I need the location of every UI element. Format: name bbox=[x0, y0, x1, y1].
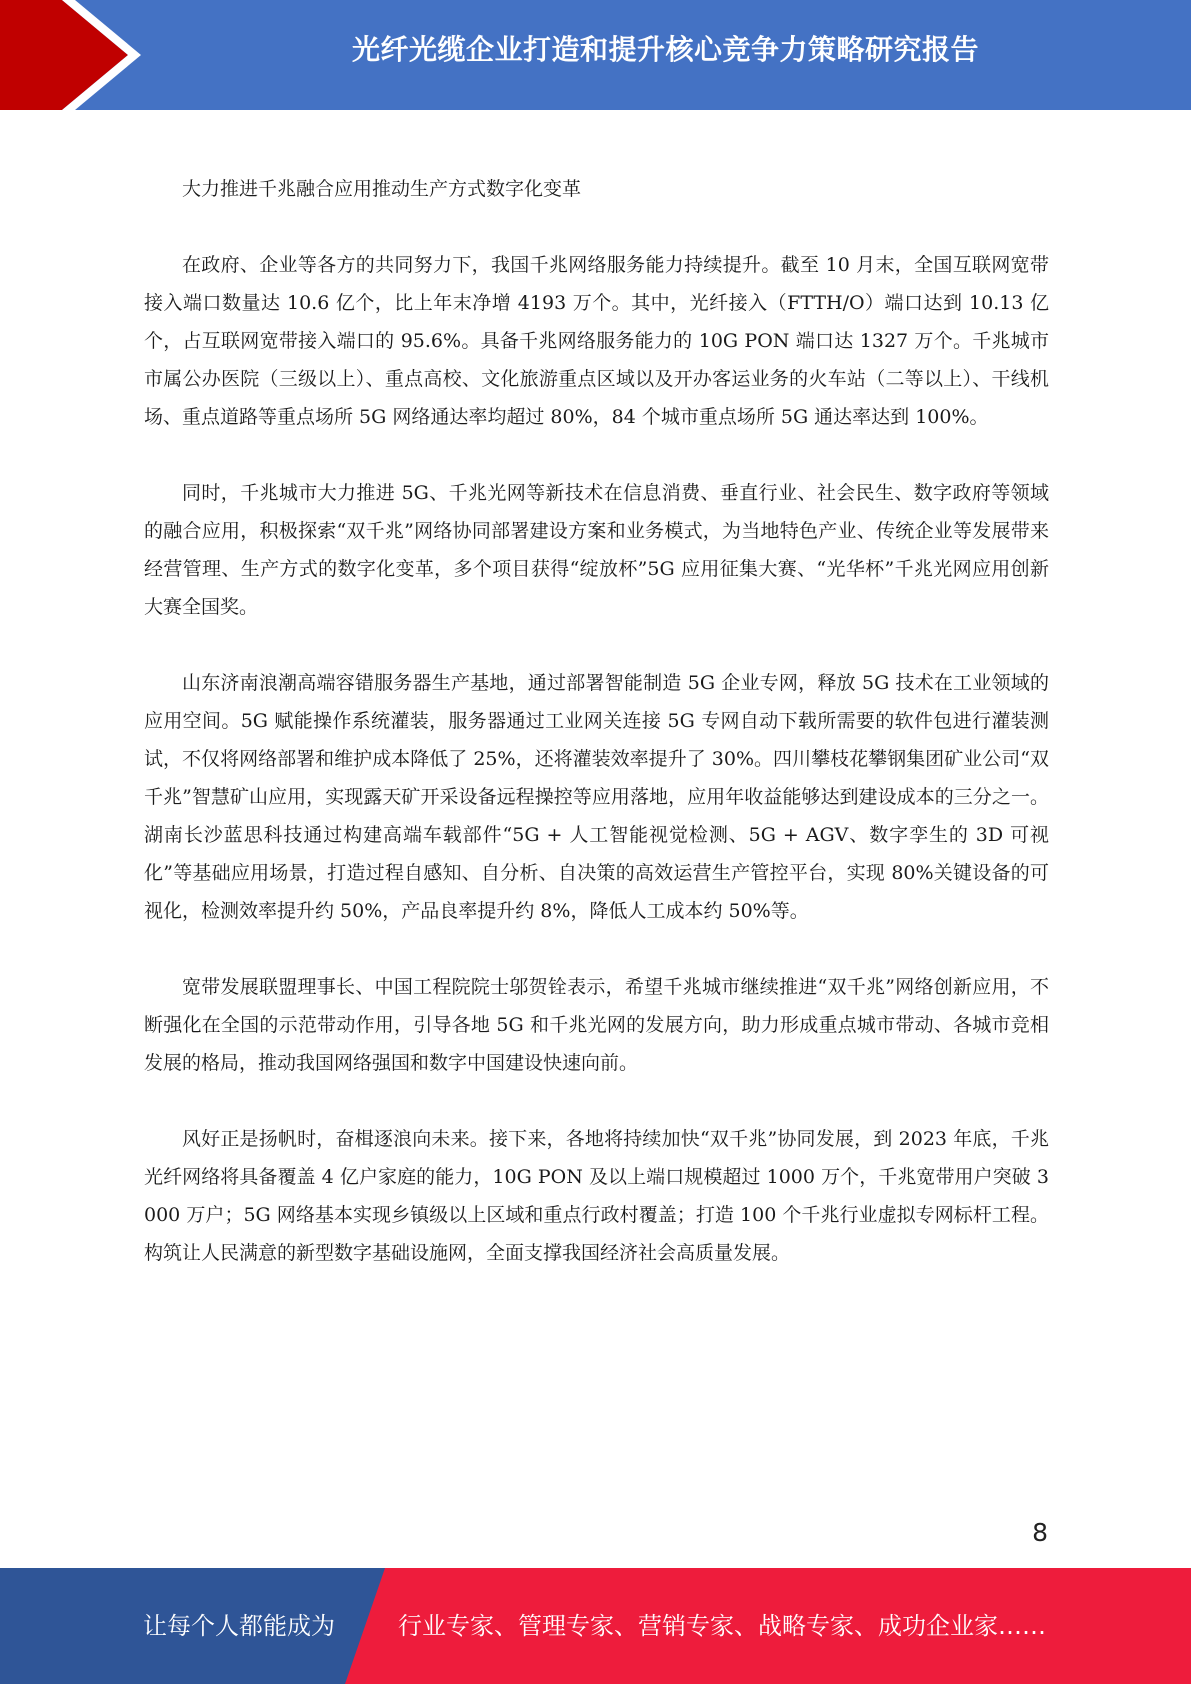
footer-slogan-left: 让每个人都能成为 bbox=[143, 1612, 335, 1640]
footer-slogan-right: 行业专家、管理专家、营销专家、战略专家、成功企业家…… bbox=[398, 1612, 1046, 1640]
paragraph: 在政府、企业等各方的共同努力下，我国千兆网络服务能力持续提升。截至 10 月末，全国互联网宽带接入端口数量达 10.6 亿个，比上年末净增 4193 万个。其中，光纤接入（FTTH/O）端口达到 10.13 亿个，占互联网宽带接入端口的 95.6%。具备千兆网络服务能力的 10G PON 端口达 1327 万个。千兆城市市属公办医院（三级以上）、重点高校、文化旅游重点区域以及开办客运业务的火车站（二等以上）、干线机场、重点道路等重点场所 5G 网络通达率均超过 80%，84 个城市重点场所 5G 通达率达到 100%。 bbox=[144, 254, 1049, 428]
paragraph: 宽带发展联盟理事长、中国工程院院士邬贺铨表示，希望千兆城市继续推进“双千兆”网络创新应用，不断强化在全国的示范带动作用，引导各地 5G 和千兆光网的发展方向，助力形成重点城市带动、各城市竞相发展的格局，推动我国网络强国和数字中国建设快速向前。 bbox=[144, 976, 1049, 1074]
page-number: 8 bbox=[1032, 1518, 1048, 1547]
page-footer bbox=[0, 1568, 1191, 1684]
section-heading: 大力推进千兆融合应用推动生产方式数字化变革 bbox=[182, 178, 582, 200]
paragraph: 同时，千兆城市大力推进 5G、千兆光网等新技术在信息消费、垂直行业、社会民生、数字政府等领域的融合应用，积极探索“双千兆”网络协同部署建设方案和业务模式，为当地特色产业、传统企业等发展带来经营管理、生产方式的数字化变革，多个项目获得“绽放杯”5G 应用征集大赛、“光华杯”千兆光网应用创新大赛全国奖。 bbox=[144, 482, 1049, 618]
paragraph: 山东济南浪潮高端容错服务器生产基地，通过部署智能制造 5G 企业专网，释放 5G 技术在工业领域的应用空间。5G 赋能操作系统灌装，服务器通过工业网关连接 5G 专网自动下载所需要的软件包进行灌装测试，不仅将网络部署和维护成本降低了 25%，还将灌装效率提升了 30%。四川攀枝花攀钢集团矿业公司“双千兆”智慧矿山应用，实现露天矿开采设备远程操控等应用落地，应用年收益能够达到建设成本的三分之一。湖南长沙蓝思科技通过构建高端车载部件“5G + 人工智能视觉检测、5G + AGV、数字孪生的 3D 可视化”等基础应用场景，打造过程自感知、自分析、自决策的高效运营生产管控平台，实现 80%关键设备的可视化，检测效率提升约 50%，产品良率提升约 8%，降低人工成本约 50%等。 bbox=[144, 672, 1049, 922]
main-content bbox=[144, 170, 1049, 1310]
page-header bbox=[0, 0, 1191, 110]
paragraph: 风好正是扬帆时，奋楫逐浪向未来。接下来，各地将持续加快“双千兆”协同发展，到 2023 年底，千兆光纤网络将具备覆盖 4 亿户家庭的能力，10G PON 及以上端口规模超过 1000 万个，千兆宽带用户突破 3000 万户；5G 网络基本实现乡镇级以上区域和重点行政村覆盖；打造 100 个千兆行业虚拟专网标杆工程。构筑让人民满意的新型数字基础设施网，全面支撑我国经济社会高质量发展。 bbox=[144, 1128, 1049, 1264]
report-title: 光纤光缆企业打造和提升核心竞争力策略研究报告 bbox=[351, 33, 979, 66]
